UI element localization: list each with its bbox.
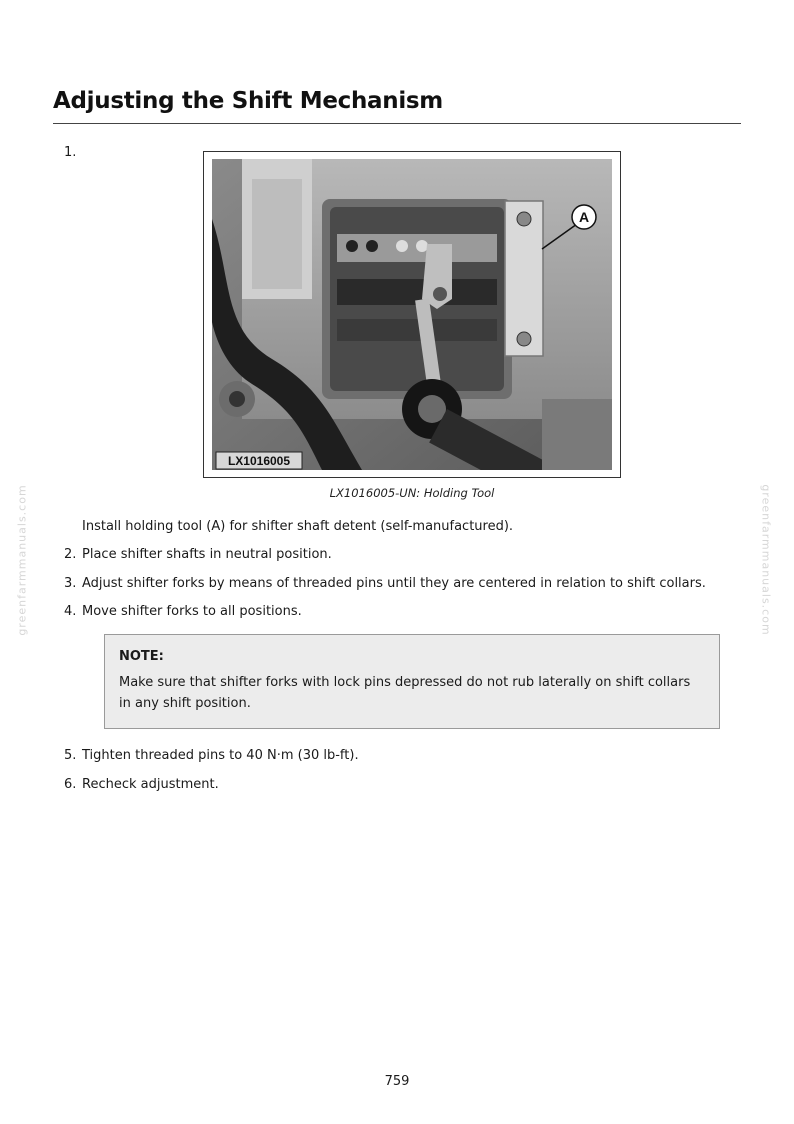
- note-box: [104, 634, 720, 729]
- step-number: 2.: [64, 547, 77, 562]
- note-text: Make sure that shifter forks with lock pins depressed do not rub laterally on shift collars in any shift position.: [119, 675, 691, 711]
- step-text: Tighten threaded pins to 40 N·m (30 lb-ft).: [82, 748, 359, 763]
- watermark-left: greenfarmmanuals.com: [15, 484, 29, 636]
- step-number: 5.: [64, 748, 77, 763]
- step-text: Place shifter shafts in neutral position.: [82, 547, 332, 562]
- list-item: [64, 576, 734, 605]
- step-text: Adjust shifter forks by means of threaded pins until they are centered in relation to shift collars.: [82, 575, 706, 591]
- title-divider: [53, 123, 741, 124]
- step-number: 3.: [64, 575, 77, 591]
- page-number: 759: [384, 1074, 410, 1089]
- transmission-photo: [212, 159, 612, 470]
- page-title: Adjusting the Shift Mechanism: [53, 88, 443, 114]
- image-label: LX1016005: [227, 454, 291, 468]
- steps-list-continued: [64, 748, 734, 806]
- steps-list: [64, 547, 734, 633]
- step-number: 4.: [64, 604, 77, 619]
- note-title: NOTE:: [119, 649, 164, 664]
- list-item: [64, 604, 734, 633]
- figure-caption: LX1016005-UN: Holding Tool: [329, 486, 495, 500]
- step-text: Move shifter forks to all positions.: [82, 604, 302, 619]
- list-item: [64, 547, 734, 576]
- list-item: [64, 748, 734, 777]
- watermark-right: greenfarmmanuals.com: [759, 484, 773, 636]
- step-1-text: Install holding tool (A) for shifter shaft detent (self-manufactured).: [82, 519, 514, 534]
- list-item: [64, 777, 734, 806]
- step-1-number: 1.: [64, 145, 77, 160]
- step-number: 6.: [64, 777, 77, 792]
- step-text: Recheck adjustment.: [82, 777, 219, 792]
- callout-a-label: A: [578, 209, 590, 225]
- figure-holding-tool: [203, 151, 621, 478]
